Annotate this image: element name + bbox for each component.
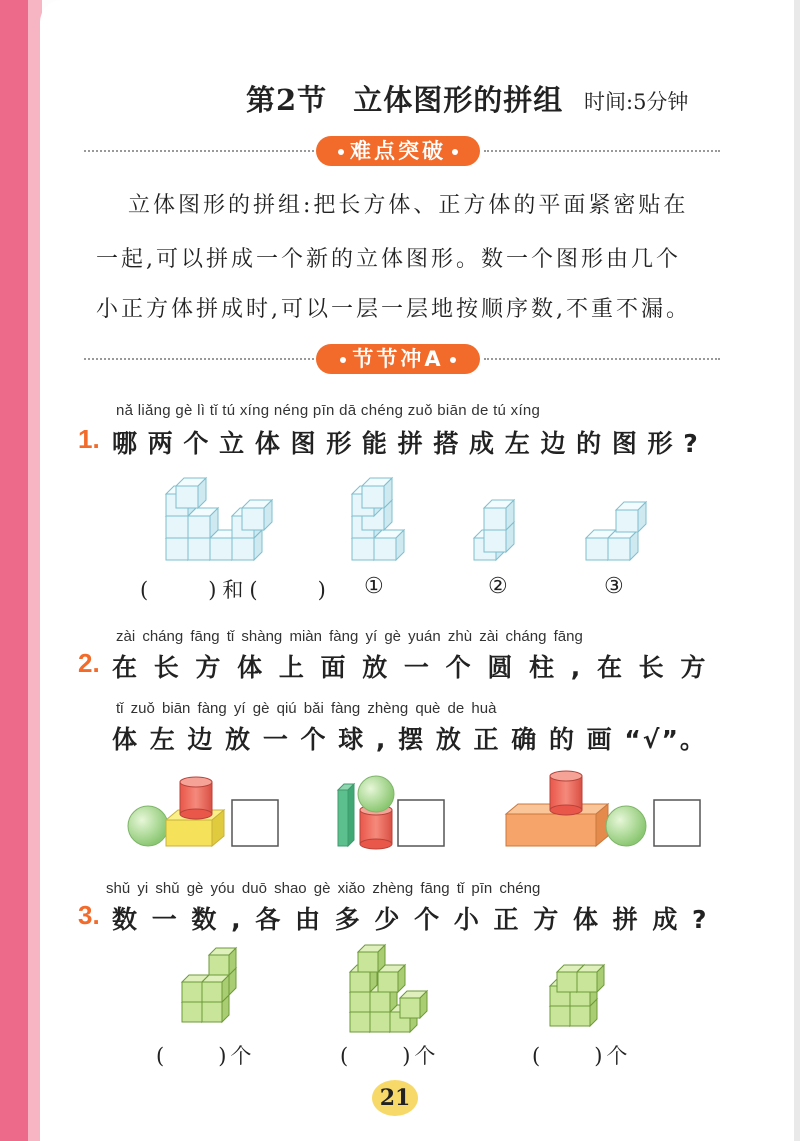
q3-shape-1 [182,948,236,1022]
banner-difficulty-badge [316,136,480,166]
q3-answer-1[interactable]: ( )个 [156,1044,256,1068]
section-topic: 立体图形的拼组 [353,83,564,117]
q1-option-3-shape [586,502,646,560]
q3-answer-2[interactable]: ( )个 [340,1044,440,1068]
q1-option-2-label: ② [488,574,508,599]
explanation-line-2: 一起,可以拼成一个新的立体图形。数一个图形由几个 [96,247,681,272]
q2-number: 2. [78,648,100,678]
banner-practice-badge [316,344,480,374]
q1-option-2-shape [474,500,514,560]
q1-option-1-label: ① [364,574,384,599]
explanation-line-3: 小正方体拼成时,可以一层一层地按顺序数,不重不漏。 [96,297,691,322]
q1-target-shape [166,478,272,560]
q1-option-3-label: ③ [604,574,624,599]
right-page-edge [794,0,800,1141]
q2-text-line-2: 体 左 边 放 一 个 球 , 摆 放 正 确 的 画 “√”。 [112,725,707,754]
banner-practice [84,344,720,374]
q2-option-b-figure [338,776,394,849]
q3-pinyin: shǔ yi shǔ gè yóu duō shao gè xiǎo zhèng fāng tǐ pīn chéng [106,880,541,897]
q1-text: 哪 两 个 立 体 图 形 能 拼 搭 成 左 边 的 图 形 ? [112,429,699,458]
q3-text: 数 一 数 , 各 由 多 少 个 小 正 方 体 拼 成 ? [112,905,710,934]
q2-option-a-checkbox[interactable] [232,800,278,846]
time-limit: 时间:5分钟 [584,90,689,114]
q3-number: 3. [78,900,100,930]
page-title [246,78,563,119]
explanation-line-1: 立体图形的拼组:把长方体、正方体的平面紧密贴在 [128,193,689,218]
q1-number: 1. [78,424,100,454]
q1-figures [150,470,710,570]
section-number: 第2节 [246,83,328,117]
q2-pinyin-line-1: zài cháng fāng tǐ shàng miàn fàng yí gè yuán zhù zài cháng fāng [116,628,583,645]
q2-option-a-figure [128,777,224,846]
q2-pinyin-line-2: tǐ zuǒ biān fàng yí gè qiú bǎi fàng zhèng què de huà [116,700,497,717]
q3-answer-3[interactable]: ( )个 [532,1044,632,1068]
q2-option-c-checkbox[interactable] [654,800,700,846]
banner-practice-label: 节节冲A [352,347,444,371]
q2-option-b-checkbox[interactable] [398,800,444,846]
q1-option-1-shape [352,478,404,560]
q3-shape-3 [550,965,604,1026]
page-number: 21 [372,1080,418,1116]
banner-difficulty [84,136,720,166]
q2-option-c-figure [506,771,646,846]
q3-shape-2 [350,945,427,1032]
q1-pinyin: nǎ liǎng gè lì tǐ tú xíng néng pīn dā chéng zuǒ biān de tú xíng [116,402,541,419]
q3-figures [160,940,640,1040]
banner-difficulty-label: 难点突破 [350,139,446,163]
q2-figures [120,764,720,864]
q1-answer-blanks[interactable]: ( )和( ) [140,578,332,602]
q2-text-line-1: 在 长 方 体 上 面 放 一 个 圆 柱 , 在 长 方 [112,653,710,682]
